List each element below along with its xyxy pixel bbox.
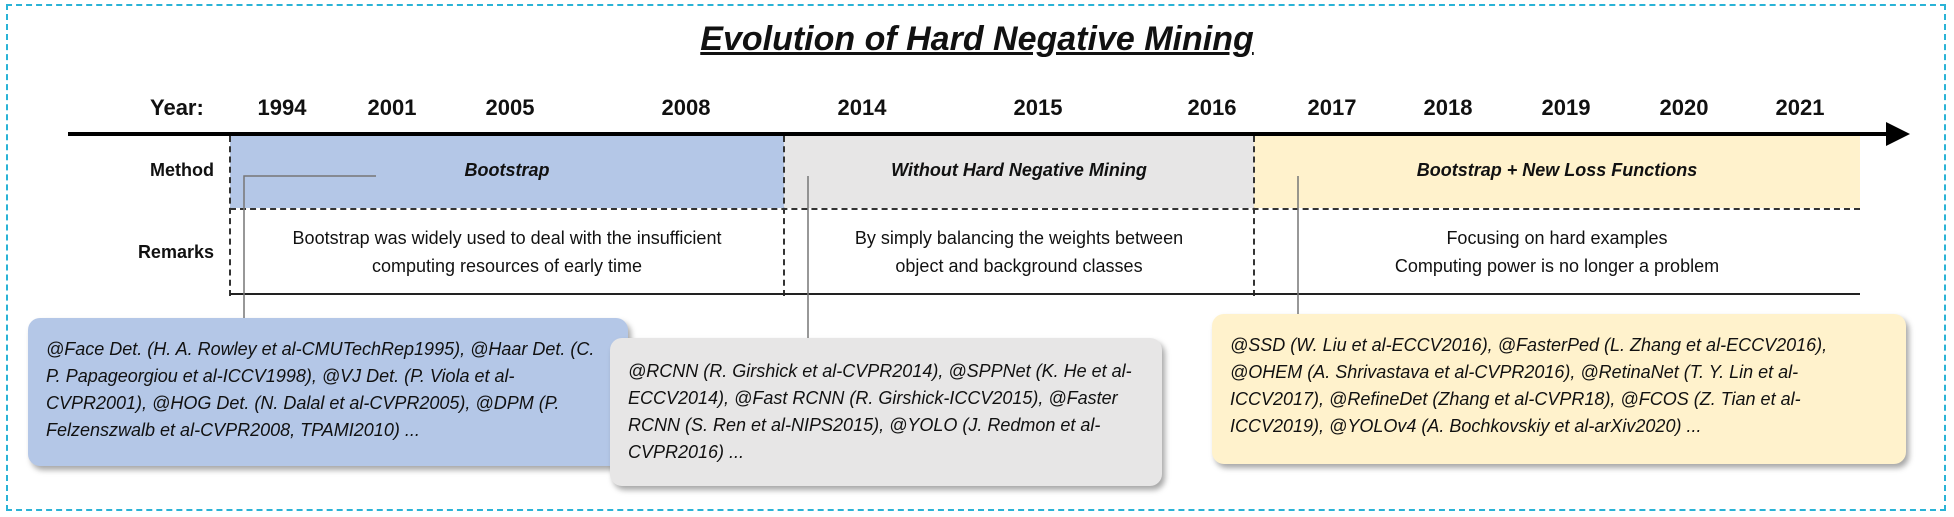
references-box-without-hnm [610, 338, 1162, 486]
year-2020: 2020 [1659, 95, 1709, 120]
remark-line: Bootstrap was widely used to deal with the insufficient [292, 228, 722, 248]
year-2001: 2001 [367, 95, 417, 120]
method-row-label: Method [150, 160, 214, 180]
references-text: @RCNN (R. Girshick et al-CVPR2014), @SPPNet (K. He et al-ECCV2014), @Fast RCNN (R. Girshick-ICCV2015), @Faster RCNN (S. Ren et al-NIPS2015), @YOLO (J. Redmon et al-CVPR2016) ... [628, 361, 1132, 462]
year-2008: 2008 [661, 95, 711, 120]
method-bootstrap: Bootstrap [464, 160, 550, 180]
references-text: @Face Det. (H. A. Rowley et al-CMUTechRep1995), @Haar Det. (C. P. Papageorgiou et al-ICCV1998), @VJ Det. (P. Viola et al-CVPR2001), @HOG Det. (N. Dalal et al-CVPR2005), @DPM (P. Felzenszwalb et al-CVPR2008, TPAMI2010) ... [46, 339, 595, 440]
remark-line: By simply balancing the weights between [854, 228, 1184, 248]
remark-line: computing resources of early time [371, 256, 643, 276]
year-2015: 2015 [1013, 95, 1063, 120]
year-2018: 2018 [1423, 95, 1473, 120]
year-axis-label: Year: [150, 95, 204, 120]
year-1994: 1994 [257, 95, 307, 120]
remark-line: Computing power is no longer a problem [1394, 256, 1720, 276]
references-text: @SSD (W. Liu et al-ECCV2016), @FasterPed (L. Zhang et al-ECCV2016), @OHEM (A. Shrivastava et al-CVPR2016), @RetinaNet (T. Y. Lin et al-ICCV2017), @RefineDet (Zhang et al-CVPR18), @FCOS (Z. Tian et al-ICCV2019), @YOLOv4 (A. Bochkovskiy et al-arXiv2020) ... [1230, 335, 1828, 436]
method-new-loss: Bootstrap + New Loss Functions [1416, 160, 1698, 180]
references-box-bootstrap [28, 318, 628, 466]
remark-line: Focusing on hard examples [1446, 228, 1668, 248]
remarks-row-label: Remarks [137, 242, 214, 262]
references-box-new-loss [1212, 314, 1906, 464]
year-2014: 2014 [837, 95, 887, 120]
remark-line: object and background classes [895, 256, 1143, 276]
year-2016: 2016 [1187, 95, 1237, 120]
method-without-hnm: Without Hard Negative Mining [891, 160, 1147, 180]
year-2017: 2017 [1307, 95, 1357, 120]
year-2005: 2005 [485, 95, 535, 120]
diagram-title: Evolution of Hard Negative Mining [700, 20, 1254, 58]
connector-bootstrap [244, 176, 376, 334]
year-2019: 2019 [1541, 95, 1591, 120]
year-2021: 2021 [1775, 95, 1825, 120]
